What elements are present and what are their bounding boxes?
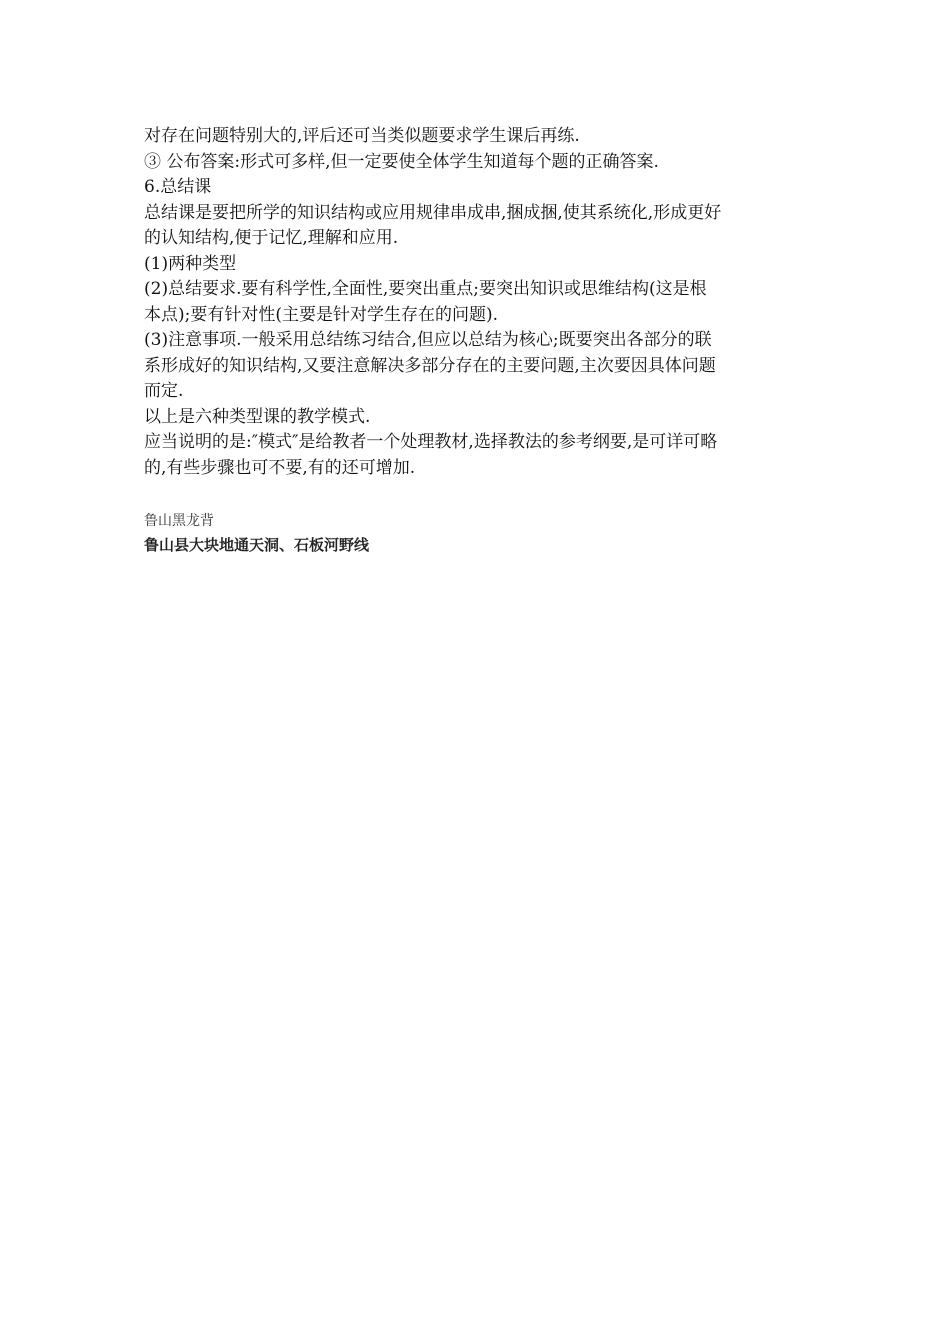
section-heading: 6.总结课 [144,177,212,197]
body-line: 的认知结构,便于记忆,理解和应用. [144,228,399,248]
document-page [144,124,824,557]
list-item: (1)两种类型 [144,253,237,274]
body-line: 总结课是要把所学的知识结构或应用规律串成串,捆成捆,使其系统化,形成更好 [144,202,722,223]
body-line: 应当说明的是:″模式″是给教者一个处理教材,选择教法的参考纲要,是可详可略 [144,432,718,452]
body-line: 本点);要有针对性(主要是针对学生存在的问题). [144,304,499,325]
list-item: (3)注意事项.一般采用总结练习结合,但应以总结为核心;既要突出各部分的联 [144,330,712,350]
body-line: 以上是六种类型课的教学模式. [144,406,371,427]
footer-caption: 鲁山黑龙背 [144,512,214,528]
footer-title: 鲁山县大块地通天洞、石板河野线 [144,537,370,554]
spacer [144,481,824,506]
body-line: 的,有些步骤也可不要,有的还可增加. [144,457,416,478]
body-line: 对存在问题特别大的,评后还可当类似题要求学生课后再练. [144,126,580,146]
body-line: ③ 公布答案:形式可多样,但一定要使全体学生知道每个题的正确答案. [144,151,659,172]
list-item: (2)总结要求.要有科学性,全面性,要突出重点;要突出知识或思维结构(这是根 [144,279,707,299]
body-line: 系形成好的知识结构,又要注意解决多部分存在的主要问题,主次要因具体问题 [144,355,716,376]
body-line: 而定. [144,381,184,401]
